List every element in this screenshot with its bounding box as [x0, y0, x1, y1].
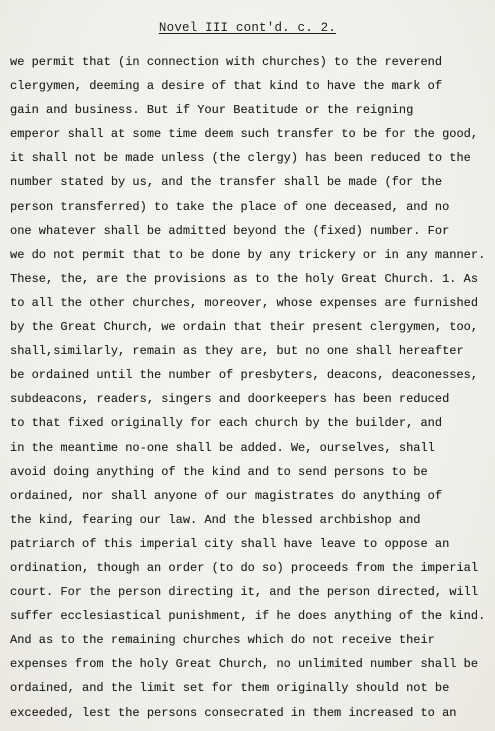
text-line: in the meantime no-one shall be added. We, ourselves, shall: [10, 440, 435, 455]
text-line: subdeacons, readers, singers and doorkeepers has been reduced: [10, 392, 450, 407]
text-line: ordained, and the limit set for them originally should not be: [10, 681, 450, 696]
text-line: one whatever shall be admitted beyond the (fixed) number. For: [10, 223, 450, 238]
page-heading: [0, 21, 495, 35]
text-line: to that fixed originally for each church by the builder, and: [10, 416, 443, 431]
text-line: by the Great Church, we ordain that their present clergymen, too,: [10, 320, 479, 335]
text-line: emperor shall at some time deem such transfer to be for the good,: [10, 127, 479, 142]
text-line: the kind, fearing our law. And the blessed archbishop and: [10, 512, 421, 527]
text-line: court. For the person directing it, and the person directed, will: [10, 585, 479, 600]
text-line: ordination, though an order (to do so) proceeds from the imperial: [10, 560, 479, 575]
text-line: number stated by us, and the transfer shall be made (for the: [10, 175, 443, 190]
text-line: clergymen, deeming a desire of that kind to have the mark of: [10, 79, 443, 94]
text-line: be ordained until the number of presbyters, deacons, deaconesses,: [10, 368, 479, 383]
text-line: expenses from the holy Great Church, no unlimited number shall be: [10, 657, 479, 672]
text-line: it shall not be made unless (the clergy) has been reduced to the: [10, 151, 471, 166]
text-line: shall,similarly, remain as they are, but no one shall hereafter: [10, 344, 464, 359]
text-line: we do not permit that to be done by any trickery or in any manner.: [10, 247, 486, 262]
text-line: suffer ecclesiastical punishment, if he does anything of the kind.: [10, 609, 486, 624]
text-line: we permit that (in connection with churches) to the reverend: [10, 55, 443, 69]
text-line: gain and business. But if Your Beatitude or the reigning: [10, 103, 414, 118]
page-heading-text: Novel III cont'd. c. 2.: [158, 21, 337, 35]
text-line: These, the, are the provisions as to the holy Great Church. 1. As: [10, 271, 479, 286]
text-line: And as to the remaining churches which do not receive their: [10, 633, 435, 648]
text-line: to all the other churches, moreover, whose expenses are furnished: [10, 295, 479, 310]
body-text: [10, 50, 488, 725]
text-line: ordained, nor shall anyone of our magistrates do anything of: [10, 488, 443, 503]
text-line: person transferred) to take the place of one deceased, and no: [10, 199, 450, 214]
text-line: patriarch of this imperial city shall have leave to oppose an: [10, 536, 450, 551]
text-line: exceeded, lest the persons consecrated in them increased to an: [10, 705, 457, 720]
text-line: avoid doing anything of the kind and to send persons to be: [10, 464, 428, 479]
